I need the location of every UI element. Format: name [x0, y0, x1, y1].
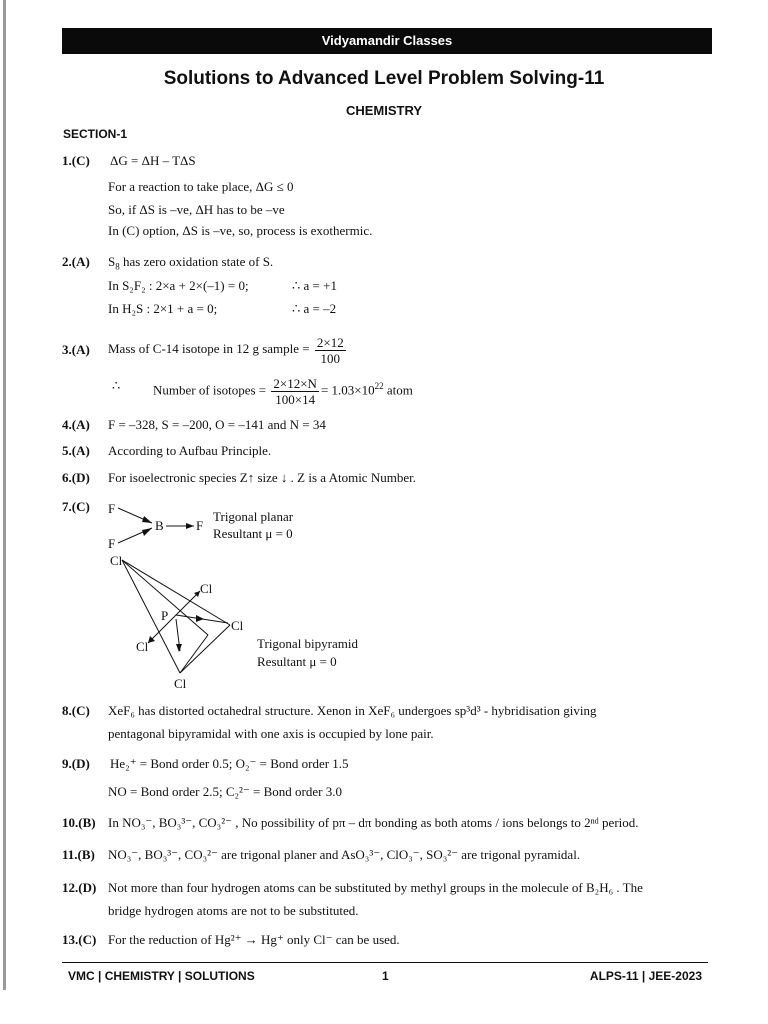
- page-number: 1: [382, 969, 389, 983]
- pcl5-cl-top: Cl: [110, 553, 123, 568]
- q7-diagram: [100, 495, 380, 695]
- q11-text: NO₃⁻, BO₃³⁻, CO₃²⁻ are trigonal planer and AsO₃³⁻, ClO₃⁻, SO₃²⁻ are trigonal pyramidal.: [108, 847, 581, 862]
- q3-fraction1: $\frac{2\times 12}{100}$: [316, 334, 344, 366]
- q3-line1: Mass of C-14 isotope in 12 g sample = $\frac{2\times 12}{100}$: [108, 334, 344, 366]
- footer-right: ALPS-11 | JEE-2023: [589, 969, 702, 983]
- pcl5-cl-bottom: Cl: [174, 676, 187, 691]
- bf3-arrow-right: [186, 523, 194, 529]
- subject-heading: CHEMISTRY: [345, 103, 423, 118]
- q12-line1: Not more than four hydrogen atoms can be substituted by methyl groups in the molecule of B₂H₆ . The: [108, 880, 643, 895]
- bf3-label1: Trigonal planar: [213, 509, 294, 524]
- q2-number: 2.(A): [62, 254, 90, 269]
- q6-text: For isoelectronic species Z↑ size ↓ . Z is a Atomic Number.: [108, 470, 416, 485]
- pcl5-cl-right: Cl: [231, 618, 244, 633]
- q9-line1: He₂⁺ = Bond order 0.5; O₂⁻ = Bond order 1.5: [110, 756, 349, 771]
- q9-line2: NO = Bond order 2.5; C₂²⁻ = Bond order 3.0: [108, 784, 342, 799]
- q1-line4: In (C) option, ΔS is –ve, so, process is exothermic.: [108, 223, 373, 238]
- pcl5-p: P: [161, 608, 169, 623]
- q2-line3: In H₂S : 2×1 + a = 0;: [108, 301, 218, 316]
- q8-line2: pentagonal bipyramidal with one axis is occupied by lone pair.: [108, 726, 434, 741]
- q12-line2: bridge hydrogen atoms are not to be substituted.: [108, 903, 359, 918]
- pcl5-cl-upper-right: Cl: [200, 581, 213, 596]
- q10-number: 10.(B): [62, 815, 96, 830]
- q1-line3: So, if ΔS is –ve, ΔH has to be –ve: [108, 202, 285, 217]
- bf3-arrow-top: [142, 516, 152, 523]
- q2-line2: In S₂F₂ : 2×a + 2×(–1) = 0;: [108, 278, 249, 293]
- q5-text: According to Aufbau Principle.: [108, 443, 272, 458]
- footer-divider: [62, 962, 708, 963]
- q11-number: 11.(B): [62, 847, 95, 862]
- q7-number: 7.(C): [62, 499, 90, 514]
- q2-line2-result: ∴ a = +1: [292, 278, 337, 293]
- q6-number: 6.(D): [62, 470, 90, 485]
- institute-header: Vidyamandir Classes: [62, 28, 712, 54]
- q3-line2-therefore: ∴: [112, 378, 121, 393]
- bf3-f-right: F: [196, 518, 204, 533]
- q2-line1: $S_8$ has zero oxidation state of S.: [108, 254, 274, 272]
- q4-number: 4.(A): [62, 417, 90, 432]
- q9-number: 9.(D): [62, 756, 90, 771]
- q10-text: In NO₃⁻, BO₃³⁻, CO₃²⁻ , No possibility of pπ – dπ bonding as both atoms / ions belongs to 2ⁿᵈ period.: [108, 815, 639, 830]
- bf3-label2: Resultant μ = 0: [213, 526, 293, 541]
- q1-line2: For a reaction to take place, ΔG ≤ 0: [108, 179, 294, 194]
- q3-number: 3.(A): [62, 342, 90, 357]
- left-margin-bar: [3, 0, 6, 990]
- q5-number: 5.(A): [62, 443, 90, 458]
- q8-number: 8.(C): [62, 703, 90, 718]
- q3-fraction2: $\frac{2\times 12\times N}{100\times 14}$: [273, 375, 317, 407]
- section-heading: SECTION-1: [63, 127, 128, 141]
- page-title: Solutions to Advanced Level Problem Solving-11: [163, 68, 605, 89]
- footer-left: VMC | CHEMISTRY | SOLUTIONS: [68, 969, 255, 983]
- q13-number: 13.(C): [62, 932, 97, 947]
- q1-number: 1.(C): [62, 153, 90, 168]
- bf3-arrow-bottom: [142, 528, 152, 536]
- bf3-f-top: F: [108, 501, 116, 516]
- q2-line3-result: ∴ a = –2: [292, 301, 337, 316]
- q4-text: F = –328, S = –200, O = –141 and N = 34: [108, 417, 326, 432]
- q8-line1: XeF₆ has distorted octahedral structure. Xenon in XeF₆ undergoes sp³d³ - hybridisation giving: [108, 703, 597, 718]
- q1-line1: ΔG = ΔH – TΔS: [110, 153, 196, 168]
- q12-number: 12.(D): [62, 880, 97, 895]
- pcl5-cl-left: Cl: [136, 639, 149, 654]
- q3-line2: Number of isotopes = $\frac{2\times 12\times N}{100\times 14}$ = $1.03\times 10^{22}$ atom: [153, 375, 413, 407]
- pcl5-label2: Resultant μ = 0: [257, 654, 337, 669]
- bf3-f-bottom: F: [108, 536, 116, 551]
- q13-text: For the reduction of Hg²⁺ → Hg⁺ only Cl⁻ can be used.: [108, 932, 400, 947]
- bf3-b: B: [155, 518, 164, 533]
- pcl5-label1: Trigonal bipyramid: [257, 636, 358, 651]
